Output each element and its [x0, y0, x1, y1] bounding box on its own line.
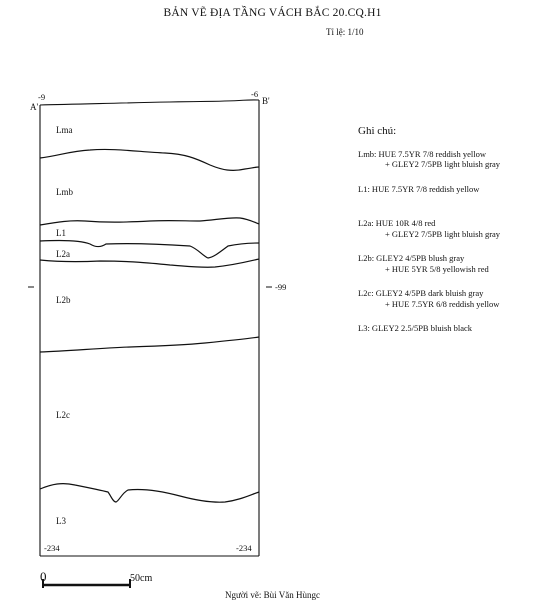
- layer-label-l2b: L2b: [56, 295, 71, 305]
- section-top-boundary: [40, 100, 259, 105]
- layer-label-lma: Lma: [56, 125, 73, 135]
- depth-top-left: -9: [38, 92, 46, 102]
- legend-entry-line1: Lmb: HUE 7.5YR 7/8 reddish yellow: [358, 148, 486, 159]
- scale-ratio: Tỉ lệ: 1/10: [326, 27, 364, 37]
- legend-entry-line1: L2b: GLEY2 4/5PB blush gray: [358, 253, 465, 263]
- legend-entry-line2: + HUE 7.5YR 6/8 reddish yellow: [385, 298, 500, 309]
- legend-title: Ghi chú:: [358, 125, 397, 137]
- drawer-credit: Người vẽ: Bùi Văn Hùngc: [225, 590, 320, 600]
- legend-entry-l1: [358, 184, 500, 195]
- depth-bottom-left: -234: [44, 543, 60, 553]
- page-title: BẢN VẼ ĐỊA TẦNG VÁCH BẮC 20.CQ.H1: [163, 7, 382, 19]
- layer-label-l2c: L2c: [56, 410, 70, 420]
- legend-entry-line2: + HUE 5YR 5/8 yellowish red: [385, 263, 489, 274]
- legend-entry-line2: + GLEY2 7/5PB light bluish gray: [385, 228, 501, 239]
- layer-label-l1: L1: [56, 228, 66, 238]
- boundary-lmb-l1: [40, 218, 259, 225]
- legend-entry-l2a: [358, 218, 500, 239]
- legend-entry-line1: L2c: GLEY2 4/5PB dark bluish gray: [358, 288, 484, 298]
- legend-entry-lmb: [358, 149, 500, 170]
- scale-bar-start: 0: [40, 569, 47, 584]
- scale-bar: [43, 579, 130, 588]
- legend-entry-line1: L2a: HUE 10R 4/8 red: [358, 218, 436, 228]
- boundary-lma-lmb: [40, 149, 259, 170]
- legend-entry-line1: L1: HUE 7.5YR 7/8 reddish yellow: [358, 183, 480, 194]
- layer-label-l3: L3: [56, 516, 66, 526]
- corner-label-b: B': [262, 96, 270, 106]
- boundary-l2a-l2b: [40, 259, 259, 267]
- depth-mid-right: -99: [275, 282, 287, 292]
- legend-entry-line2: + GLEY2 7/5PB light bluish gray: [385, 159, 501, 169]
- legend-entry-l3: [358, 323, 500, 334]
- boundary-l2c-l3: [40, 484, 259, 503]
- legend-entry-line1: L3: GLEY2 2.5/5PB bluish black: [358, 323, 473, 333]
- layer-label-lmb: Lmb: [56, 187, 73, 197]
- depth-bottom-right: -234: [236, 543, 252, 553]
- legend-entry-l2b: [358, 253, 500, 274]
- corner-label-a: A': [30, 102, 39, 112]
- scale-bar-end: 50cm: [130, 573, 153, 584]
- legend-entry-l2c: [358, 288, 500, 309]
- boundary-l1-l2a: [40, 240, 259, 258]
- boundary-l2b-l2c: [40, 337, 259, 352]
- depth-top-right: -6: [251, 89, 259, 99]
- legend: [358, 126, 500, 348]
- layer-label-l2a: L2a: [56, 249, 70, 259]
